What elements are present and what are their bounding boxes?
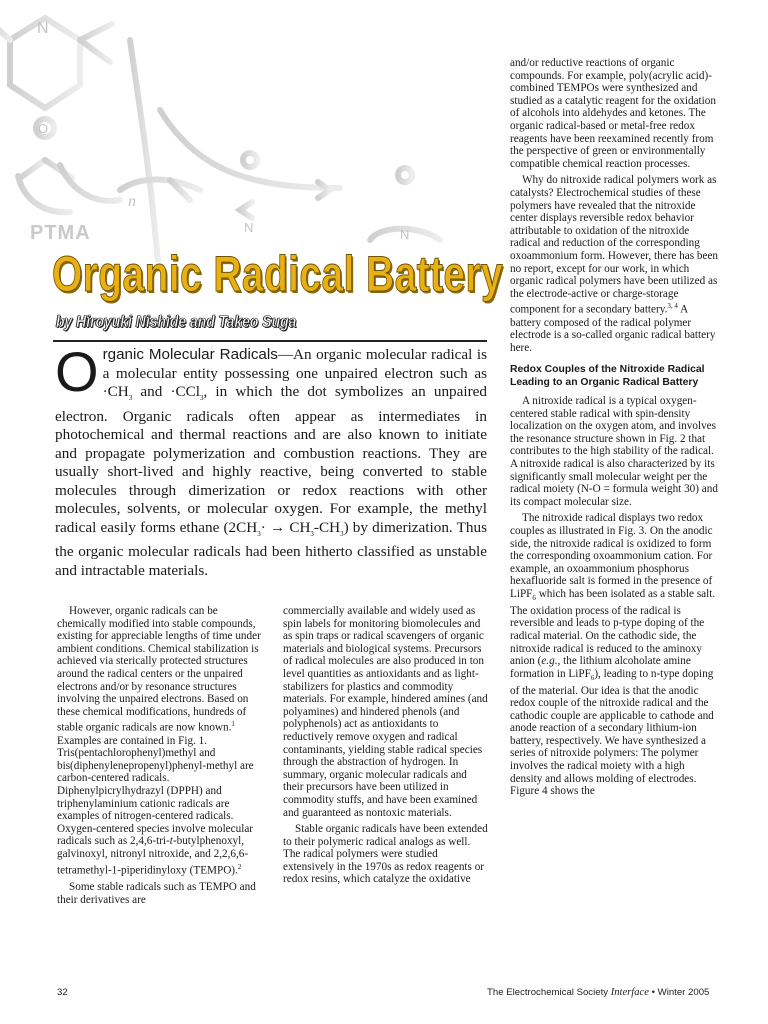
svg-text:n: n	[128, 193, 136, 210]
footer-text: • Winter 2005	[648, 987, 710, 998]
svg-text:O: O	[38, 121, 49, 136]
body-text: A battery composed of the radical polymer electrode is a so-called organic radical battery here.	[510, 304, 716, 354]
svg-text:N: N	[400, 227, 410, 242]
subscript: 3	[199, 394, 204, 403]
column-3	[510, 57, 718, 802]
subscript: 3	[257, 529, 261, 538]
lead-text: and ·CCl	[132, 383, 200, 400]
subscript: 3	[340, 529, 344, 538]
body-paragraph	[510, 512, 718, 798]
journal-footer	[487, 987, 709, 998]
body-paragraph: commercially available and widely used as spin labels for monitoring biomolecules and as spin traps or radical scavengers of organic materials and biological systems. Precursors of radical molecules are also produced in ton level quantities as antioxidants and as light-stabilizers for plastics and commodity materials. For example, hindered amines (and polyamines) and hindered phenols (and polyphenols) act as antioxidants to reductively remove oxygen and radical contaminants, yielding stable radical species through the abstraction of hydrogen. In summary, organic molecular radicals and their precursors have been utilized in commodity stuffs, and have been examined and guaranteed as nontoxic materials.	[283, 605, 488, 819]
italic-text: t	[169, 835, 173, 848]
reference-mark: 2	[237, 862, 242, 871]
body-text: Examples are contained in Fig. 1. Tris(pentachlorophenyl)methyl and bis(diphenylenepropenyl)phenyl-methyl are carbon-centered radicals. Diphenylpicrylhydrazyl (DPPH) and triphenylaminium cationic radicals are examples of nitrogen-centered radicals. Oxygen-centered species involve molecular radicals such as 2,4,6-tri-	[57, 734, 254, 848]
page-number: 32	[57, 987, 68, 998]
article-title: Organic Radical Battery	[52, 246, 504, 302]
body-text: The nitroxide radical displays two redox couples as illustrated in Fig. 3. On the anodic side, the nitroxide radical is oxidized to form the corresponding oxoammonium cation. For example, an oxoammonium phosphorus hexafluoride salt is formed in the presence of LiPF	[510, 512, 713, 600]
article-byline: by Hiroyuki Nishide and Takeo Suga	[56, 312, 297, 331]
reference-mark: 1	[231, 720, 235, 729]
svg-text:N: N	[244, 220, 254, 235]
body-paragraph: Some stable radicals such as TEMPO and their derivatives are	[57, 880, 256, 906]
graphic-label: PTMA	[30, 222, 91, 244]
header-graphic	[0, 0, 500, 262]
svg-text:N: N	[37, 20, 49, 37]
body-paragraph	[510, 174, 718, 354]
column-1	[57, 605, 262, 910]
footer-italic: Interface	[610, 987, 649, 998]
lead-heading: rganic Molecular Radicals	[102, 346, 278, 363]
lead-text: , in which the dot symbolizes an unpaired electron. Organic radicals often appear as intermediates in photochemical and thermal reactions and are also known to initiate and propagate polymerization and combustion reactions. They are usually short-lived and highly reactive, being converted to stable molecules through dimerization or redox reactions with other molecules, solvents, or molecular oxygen. For example, the methyl radical easily forms ethane (2CH	[55, 383, 487, 536]
drop-cap: O	[55, 340, 99, 403]
body-text: Why do nitroxide radical polymers work as catalysts? Electrochemical studies of these polymers have revealed that the nitroxide center displays reversible redox behavior attributable to oxidation of the nitroxide radical and reduction of the corresponding oxoammonium form. However, there has been no report, except for our work, in which organic radical polymers have been utilized as the electrode-active or charge-storage component for a secondary battery.	[510, 174, 719, 317]
body-text: However, organic radicals can be chemically modified into stable compounds, existing for appreciable lengths of time under ambient conditions. Chemical stabilization is achieved via sterically protected structures around the radical centers or the unpaired electrons and/or by resonance structures involving the unpaired electrons. Based on these chemical modifications, hundreds of stable organic radicals are now known.	[57, 605, 261, 735]
lead-text: ) by dimerization. Thus the organic molecular radicals had been hitherto classified as unstable and intractable materials.	[55, 518, 487, 579]
lead-text: —An organic molecular radical is a molecular entity possessing one unpaired electron such as ·CH	[102, 346, 487, 400]
lead-paragraph	[55, 340, 487, 580]
subscript: 6	[532, 594, 536, 603]
body-text: , the lithium alcoholate amine formation in LiPF	[510, 655, 691, 680]
header-divider	[53, 340, 487, 342]
body-paragraph	[57, 605, 262, 877]
reference-mark: 3, 4	[667, 302, 678, 311]
body-text: ), leading to n-type doping of the material. Our idea is that the anodic redox couple of the nitroxide radical and the cathodic couple are applicable to cathode and anode reaction of a secondary lithium-ion battery, respectively. We have synthesized a series of nitroxide polymers: The polymer involves the radical moiety with a high density and allows molding of electrodes. Figure 4 shows the	[510, 667, 714, 798]
italic-text: e.g.	[541, 655, 558, 668]
column-2	[283, 605, 488, 890]
lead-text: · → CH	[260, 518, 311, 536]
footer-text: The Electrochemical Society	[487, 987, 611, 998]
subscript: 3	[310, 529, 314, 538]
body-text: which has been isolated as a stable salt. The oxidation process of the radical is reversible and leads to p-type doping of the radical material. On the cathodic side, the nitroxide radical is reduced to the aminoxy anion (	[510, 587, 716, 668]
body-paragraph: A nitroxide radical is a typical oxygen-centered stable radical with spin-density localization on the oxygen atom, and involves the resonance structure shown in Fig. 2 that contributes to the high stability of the radical. A nitroxide radical is also characterized by its significantly small molecular weight per the radical moiety (N-O = formula weight 30) and its compact molecular size.	[510, 394, 718, 508]
subscript: 3	[128, 394, 133, 403]
subscript: 6	[590, 673, 595, 682]
section-subheading: Redox Couples of the Nitroxide Radical Leading to an Organic Radical Battery	[510, 364, 705, 389]
body-paragraph: and/or reductive reactions of organic compounds. For example, poly(acrylic acid)-combined TEMPOs were synthesized and studied as a catalytic reagent for the oxidation of alcohols into aldehydes and ketones. The organic radical-based or metal-free redox reagents have been reexamined recently from the perspective of green or environmentally compatible chemical reaction processes.	[510, 57, 716, 170]
lead-text: -CH	[313, 518, 341, 536]
body-text: -butylphenoxyl, galvinoxyl, nitronyl nitroxide, and 2,2,6,6-tetramethyl-1-piperidinyloxy (TEMPO).	[57, 835, 249, 877]
body-paragraph: Stable organic radicals have been extended to their polymeric radical analogs as well. The radical polymers were studied extensively in the 1970s as redox reagents or redox resins, which catalyze the oxidative	[283, 823, 488, 886]
